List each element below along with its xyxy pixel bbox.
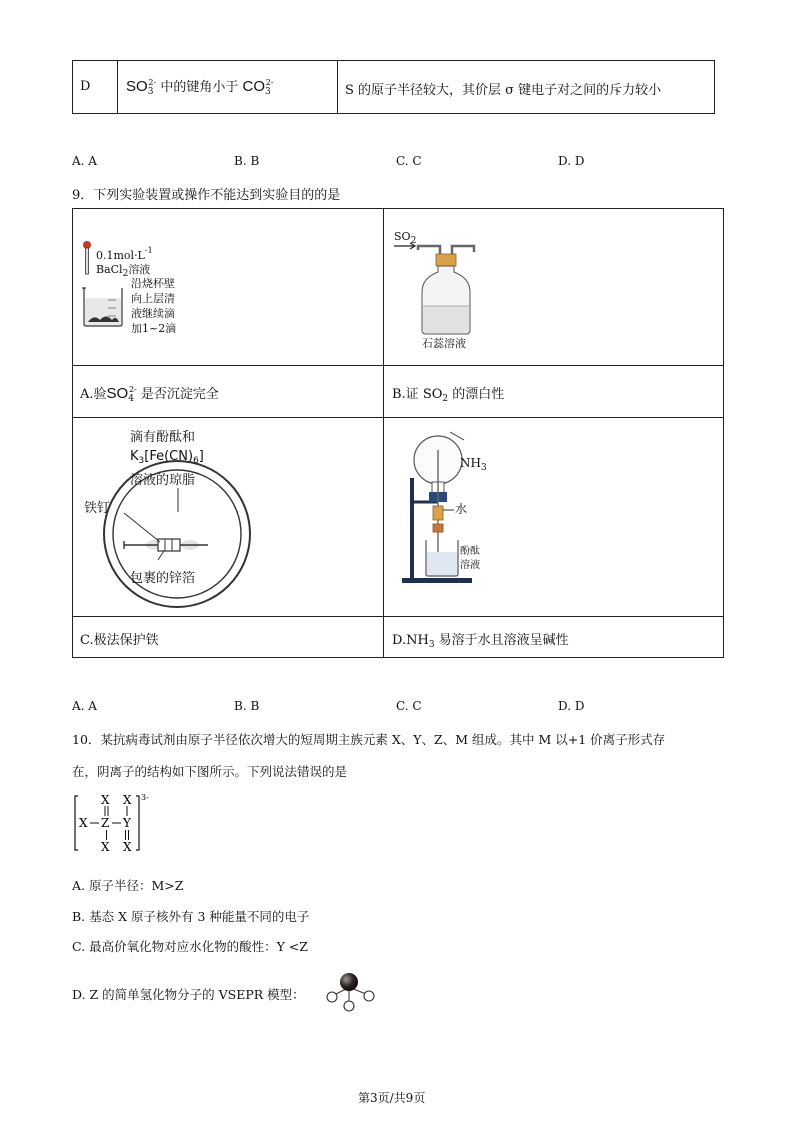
atom-z: Z — [101, 816, 110, 830]
q8-table-cell-letter — [72, 60, 118, 114]
panel-c-foil-label: 包裹的锌箔 — [130, 571, 196, 586]
atom-y: Y — [123, 816, 131, 830]
atom-x-top-right: X — [123, 793, 132, 807]
q9-caption-c: C.极法保护铁 — [80, 633, 159, 648]
q9-option-a[interactable]: A. A — [72, 699, 97, 713]
q10-option-a[interactable]: A. 原子半径：M>Z — [72, 878, 184, 893]
fountain-experiment-diagram — [398, 430, 508, 585]
anion-charge: 3- — [141, 793, 149, 802]
q10-option-d[interactable]: D. Z 的简单氢化物分子的 VSEPR 模型： — [72, 987, 305, 1002]
q9-stem: 9．下列实验装置或操作不能达到实验目的的是 — [72, 188, 341, 203]
q9-caption-b: B.证 $SO_2$ 的漂白性 — [392, 387, 505, 404]
q8-row-letter: D — [80, 79, 91, 94]
panel-d-solution-label: 酚酞 溶液 — [460, 546, 480, 571]
vsepr-model-icon — [326, 970, 378, 1014]
q9-option-d[interactable]: D. D — [558, 699, 585, 713]
q8-option-c[interactable]: C. C — [396, 154, 422, 168]
panel-c-nail-label: 铁钉 — [84, 501, 111, 516]
atom-x-bottom-right: X — [123, 840, 132, 854]
q8-option-b[interactable]: B. B — [234, 154, 260, 168]
anion-structure-diagram — [72, 790, 162, 858]
q9-option-c[interactable]: C. C — [396, 699, 422, 713]
atom-x-left: X — [79, 816, 88, 830]
panel-d-gas-label: $NH_3$ — [460, 456, 487, 473]
q8-row-reason: S 的原子半径较大，其价层 σ 键电子对之间的斥力较小 — [345, 83, 662, 98]
q8-row-statement: $SO_3^{2-}$ 中的键角小于 $CO_3^{2-}$ — [126, 78, 274, 97]
panel-b-liquid-label: 石蕊溶液 — [422, 337, 466, 350]
q10-stem-line1: 10．某抗病毒试剂由原子半径依次增大的短周期主族元素 X、Y、Z、M 组成。其中 M 以+1 价离子形式存 — [72, 732, 666, 747]
q8-option-a[interactable]: A. A — [72, 154, 97, 168]
panel-a-reagent-label: $0.1mol\cdot L^{-1}$ BaCl$_2$溶液 — [96, 246, 153, 279]
q9-caption-d: $D.NH_3$ 易溶于水且溶液呈碱性 — [392, 633, 569, 650]
atom-x-bottom-left: X — [101, 840, 110, 854]
atom-x-top-left: X — [101, 793, 110, 807]
q10-option-b[interactable]: B. 基态 X 原子核外有 3 种能量不同的电子 — [72, 909, 310, 924]
panel-b-gas-label: $SO_2$ — [394, 230, 417, 246]
q9-caption-a: A.验$SO_4^{2-}$ 是否沉淀完全 — [80, 385, 219, 404]
q9-option-b[interactable]: B. B — [234, 699, 260, 713]
panel-c-agar-label: 滴有酚酞和 $K_3[Fe(CN)_6]$ 溶液的琼脂 — [130, 430, 204, 488]
page-footer: 第3页/共9页 — [358, 1091, 426, 1105]
q10-stem-line2: 在，阴离子的结构如下图所示。下列说法错误的是 — [72, 764, 348, 779]
panel-a-instruction-note: 沿烧杯壁 向上层清 液继续滴 加1~2滴 — [131, 277, 177, 335]
panel-d-water-label: 水 — [455, 502, 468, 516]
q8-option-d[interactable]: D. D — [558, 154, 585, 168]
q10-option-c[interactable]: C. 最高价氧化物对应水化物的酸性：Y <Z — [72, 939, 308, 954]
